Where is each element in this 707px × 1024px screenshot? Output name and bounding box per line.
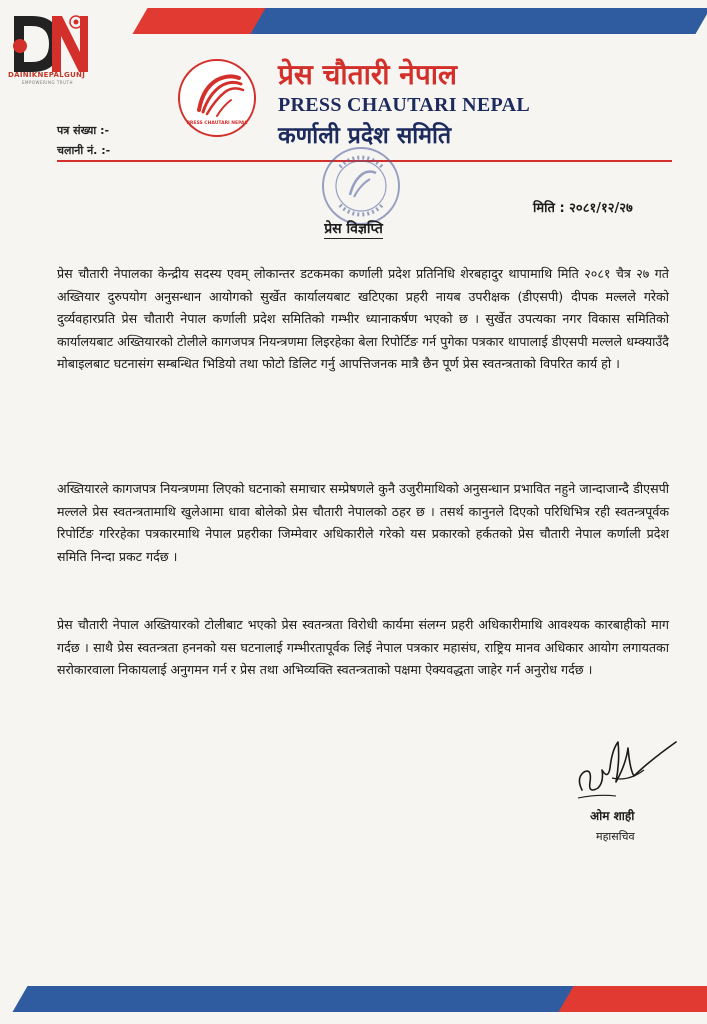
body-paragraph-2: अख्तियारले कागजपत्र नियन्त्रणमा लिएको घटनाको समाचार सम्प्रेषणले कुनै उजुरीमाथिको अनुसन्धान प्रभावित नहुने जान्दाजान्दै डीएसपी मल्लले प्रेस स्वतन्त्रतामाथि खुलेआमा धावा बोलेको प्रेस चौतारी नेपालको ठहर छ । तसर्थ कानुनले दिएको परिधिभित्र रही स्वतन्त्रपूर्वक रिपोर्टिङ गरिरहेका पत्रकारमाथि नेपाल प्रहरीका जिम्मेवार अधिकारीले गरेको यस प्रकारको हर्कतको प्रेस चौतारी नेपाल कर्णाली प्रदेश समिति निन्दा प्रकट गर्दछ । <box>57 481 669 564</box>
press-chautari-emblem <box>177 58 257 138</box>
release-date: मिति : २०८१/१२/२७ <box>533 201 633 216</box>
org-name-nepali: प्रेस चौतारी नेपाल <box>278 58 457 91</box>
official-seal-stamp <box>320 145 402 227</box>
press-release-heading <box>0 219 707 238</box>
bottom-red-stripe <box>558 986 707 1012</box>
heading-text: प्रेस विज्ञप्ति <box>324 221 383 237</box>
top-blue-stripe <box>250 8 707 34</box>
bottom-blue-stripe <box>12 986 587 1012</box>
handwritten-signature <box>568 720 683 810</box>
org-name-english: PRESS CHAUTARI NEPAL <box>278 94 530 116</box>
letter-number-label: पत्र संख्या :- <box>57 124 110 137</box>
signatory-designation: महासचिव <box>596 830 635 843</box>
emblem-label: PRESS CHAUTARI NEPAL <box>186 121 248 126</box>
committee-name: कर्णाली प्रदेश समिति <box>278 122 452 149</box>
body-paragraph-3: प्रेस चौतारी नेपाल अख्तियारको टोलीबाट भएको प्रेस स्वतन्त्रता विरोधी कार्यमा संलग्न प्रहरी अधिकारीमाथि आवश्यक कारबाहीको माग गर्दछ । साथै प्रेस स्वतन्त्रता हननको यस घटनालाई गम्भीरतापूर्वक लिई नेपाल पत्रकार महासंघ, राष्ट्रिय मानव अधिकार आयोग लगायतका सरोकारवाला निकायलाई अनुगमन गर्न र प्रेस तथा अभिव्यक्ति स्वतन्त्रताको पक्षमा ऐक्यवद्धता जाहेर गर्न अनुरोध गर्दछ । <box>57 617 669 678</box>
dispatch-number-label: चलानी नं. :- <box>57 144 111 157</box>
watermark-tagline: EMPOWERING TRUTH <box>22 80 73 85</box>
body-paragraph-1: प्रेस चौतारी नेपालका केन्द्रीय सदस्य एवम् लोकान्तर डटकमका कर्णाली प्रदेश प्रतिनिधि शेरबहादुर थापामाथि मिति २०८१ चैत्र २७ गते अख्तियार दुरुपयोग अनुसन्धान आयोगको सुर्खेत कार्यालयबाट खटिएका प्रहरी नायब उपरीक्षक (डीएसपी) दीपक मल्लले गरेको दुर्व्यवहारप्रति प्रेस चौतारी नेपाल कर्णाली प्रदेश समितिको गम्भीर ध्यानाकर्षण भएको छ । सुर्खेत उपत्यका नगर विकास समितिको कार्यालयबाट अख्तियारको टोलीले कागजपत्र नियन्त्रणमा लिइरहेका बेला रिपोर्टिङ गर्न पुगेका पत्रकार थापालाई डीएसपी मल्लले धम्क्याउँदै मोबाइलबाट घटनासंग सम्बन्धित भिडियो तथा फोटो डिलिट गर्नु आपत्तिजनक मात्रै छैन पूर्ण प्रेस स्वतन्त्रताको विपरित कार्य हो । <box>57 266 669 372</box>
signatory-name: ओम शाही <box>590 809 635 823</box>
watermark-name: DAINIKNEPALGUNJ <box>8 71 86 79</box>
